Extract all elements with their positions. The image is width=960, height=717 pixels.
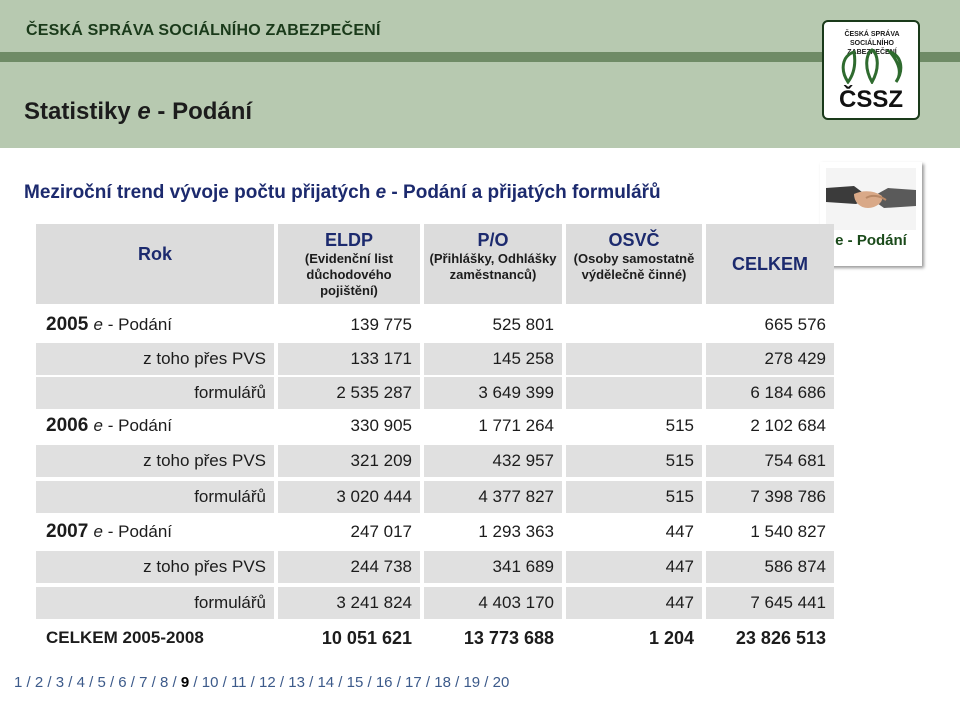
page-navigation [14, 672, 574, 694]
table-cell-po: 1 293 363 [478, 522, 554, 541]
title-italic: e [137, 98, 151, 125]
table-cell-po: 4 403 170 [424, 587, 562, 619]
table-cell-po: 3 649 399 [424, 377, 562, 409]
row-label-text: - Podání [103, 522, 173, 541]
header-band [0, 0, 960, 148]
subtitle-suffix: - Podání a přijatých formulářů [386, 182, 661, 203]
organization-name: ČESKÁ SPRÁVA SOCIÁLNÍHO ZABEZPEČENÍ [26, 22, 381, 39]
page-link-6[interactable]: 6 [118, 674, 127, 691]
page-separator: / [64, 674, 77, 691]
row-label: z toho přes PVS [36, 445, 274, 477]
table-cell-osvc: 447 [566, 587, 702, 619]
table-cell-total: 7 398 786 [706, 481, 834, 513]
row-label: formulářů [36, 481, 274, 513]
page-separator: / [392, 674, 406, 691]
page-link-13[interactable]: 13 [288, 674, 305, 691]
row-italic: e [93, 522, 104, 541]
row-label-text: - Podání [103, 315, 173, 334]
column-header [566, 224, 702, 304]
total-cell-osvc: 1 204 [648, 628, 694, 648]
total-cell-eldp: 10 051 621 [321, 628, 412, 648]
row-label: z toho přes PVS [36, 343, 274, 375]
e-podani-badge [820, 162, 922, 266]
table-cell-osvc [566, 377, 702, 409]
column-header [278, 224, 420, 304]
page-separator: / [334, 674, 347, 691]
table-cell-eldp: 244 738 [278, 551, 420, 583]
row-label [36, 410, 274, 442]
row-label: formulářů [36, 587, 274, 619]
table-cell-eldp: 3 241 824 [278, 587, 420, 619]
table-cell-total: 665 576 [764, 315, 826, 334]
page-separator: / [168, 674, 181, 691]
page-separator: / [22, 674, 35, 691]
page-link-1[interactable]: 1 [14, 674, 23, 691]
row-label: formulářů [36, 377, 274, 409]
table-cell-eldp: 139 775 [350, 315, 412, 334]
column-subtitle: (Evidenční list důchodového pojištění) [304, 251, 394, 298]
page-link-19[interactable]: 19 [463, 674, 481, 691]
table-cell-total: 1 540 827 [750, 522, 826, 541]
page-separator: / [189, 674, 202, 691]
page-title [24, 98, 252, 126]
column-header [424, 224, 562, 304]
column-title: P/O [477, 230, 509, 250]
column-title: ELDP [324, 230, 373, 250]
table-cell-eldp: 330 905 [350, 416, 412, 435]
title-prefix: Statistiky [24, 98, 138, 125]
logo-caption: ČESKÁ SPRÁVA SOCIÁLNÍHO ZABEZPEČENÍ [844, 31, 900, 56]
table-cell-total: 2 102 684 [750, 416, 826, 435]
total-row-label: CELKEM 2005-2008 [46, 628, 204, 647]
page-link-2[interactable]: 2 [34, 674, 44, 691]
column-title: CELKEM [732, 253, 808, 274]
table-cell-eldp: 2 535 287 [278, 377, 420, 409]
page-separator: / [105, 674, 119, 691]
page-link-4[interactable]: 4 [76, 674, 85, 691]
page-link-12[interactable]: 12 [259, 674, 276, 691]
page-separator: / [480, 674, 493, 691]
cssz-logo [822, 20, 920, 120]
table-cell-eldp: 321 209 [278, 445, 420, 477]
page-link-15[interactable]: 15 [346, 674, 364, 691]
page-separator: / [218, 674, 231, 691]
page-link-17[interactable]: 17 [405, 674, 422, 691]
page-separator: / [421, 674, 435, 691]
page-link-7[interactable]: 7 [139, 674, 148, 691]
row-label [36, 516, 274, 548]
table-cell-osvc: 447 [665, 522, 694, 541]
row-year: 2005 [46, 314, 94, 335]
table-cell-osvc [566, 343, 702, 375]
page-separator: / [304, 674, 318, 691]
logo-text: ČSSZ [838, 86, 903, 113]
table-cell-po: 1 771 264 [478, 416, 554, 435]
row-label: z toho přes PVS [36, 551, 274, 583]
row-label-text: - Podání [103, 416, 173, 435]
row-label [36, 309, 274, 341]
handshake-icon [826, 168, 916, 230]
page-link-14[interactable]: 14 [317, 674, 335, 691]
page-link-16[interactable]: 16 [375, 674, 393, 691]
page-separator: / [246, 674, 260, 691]
page-link-8[interactable]: 8 [160, 674, 169, 691]
table-cell-po: 525 801 [492, 315, 554, 334]
table-cell-po: 145 258 [424, 343, 562, 375]
column-header [36, 224, 274, 304]
column-title: OSVČ [608, 230, 660, 250]
header-divider [0, 52, 960, 62]
table-cell-total: 278 429 [706, 343, 834, 375]
column-header [706, 224, 834, 304]
page-separator: / [363, 674, 376, 691]
column-title: Rok [137, 244, 172, 264]
page-link-5[interactable]: 5 [97, 674, 106, 691]
column-subtitle: (Osoby samostatně výdělečně činné) [573, 251, 695, 282]
table-cell-osvc: 515 [665, 416, 694, 435]
total-cell-total: 23 826 513 [735, 628, 826, 648]
table-cell-osvc: 447 [566, 551, 702, 583]
page-separator: / [450, 674, 464, 691]
leaves-icon [830, 48, 914, 84]
page-link-10[interactable]: 10 [201, 674, 219, 691]
row-italic: e [93, 416, 104, 435]
table-cell-po: 341 689 [424, 551, 562, 583]
page-separator: / [84, 674, 98, 691]
page-separator: / [147, 674, 161, 691]
section-heading [24, 182, 661, 204]
row-year: 2007 [46, 521, 94, 542]
table-cell-osvc: 515 [566, 481, 702, 513]
page-link-11[interactable]: 11 [230, 674, 247, 691]
badge-label: e - Podání [835, 232, 907, 249]
page-link-3[interactable]: 3 [55, 674, 65, 691]
page-separator: / [43, 674, 56, 691]
page-separator: / [126, 674, 140, 691]
table-cell-po: 4 377 827 [424, 481, 562, 513]
table-cell-total: 586 874 [706, 551, 834, 583]
table-cell-osvc [566, 309, 702, 341]
table-cell-total: 7 645 441 [706, 587, 834, 619]
table-cell-eldp: 133 171 [278, 343, 420, 375]
total-cell-po: 13 773 688 [463, 628, 554, 648]
page-link-9[interactable]: 9 [180, 674, 190, 691]
row-year: 2006 [46, 415, 94, 436]
subtitle-prefix: Meziroční trend vývoje počtu přijatých [24, 182, 376, 203]
table-cell-total: 6 184 686 [706, 377, 834, 409]
page-link-18[interactable]: 18 [434, 674, 451, 691]
table-cell-eldp: 247 017 [350, 522, 412, 541]
title-suffix: - Podání [150, 98, 253, 125]
row-italic: e [93, 315, 104, 334]
table-cell-po: 432 957 [424, 445, 562, 477]
table-cell-total: 754 681 [706, 445, 834, 477]
page-link-20[interactable]: 20 [492, 674, 510, 691]
subtitle-italic: e [375, 182, 387, 203]
table-cell-osvc: 515 [566, 445, 702, 477]
column-subtitle: (Přihlášky, Odhlášky zaměstnanců) [429, 251, 557, 282]
table-cell-eldp: 3 020 444 [278, 481, 420, 513]
page-separator: / [275, 674, 289, 691]
